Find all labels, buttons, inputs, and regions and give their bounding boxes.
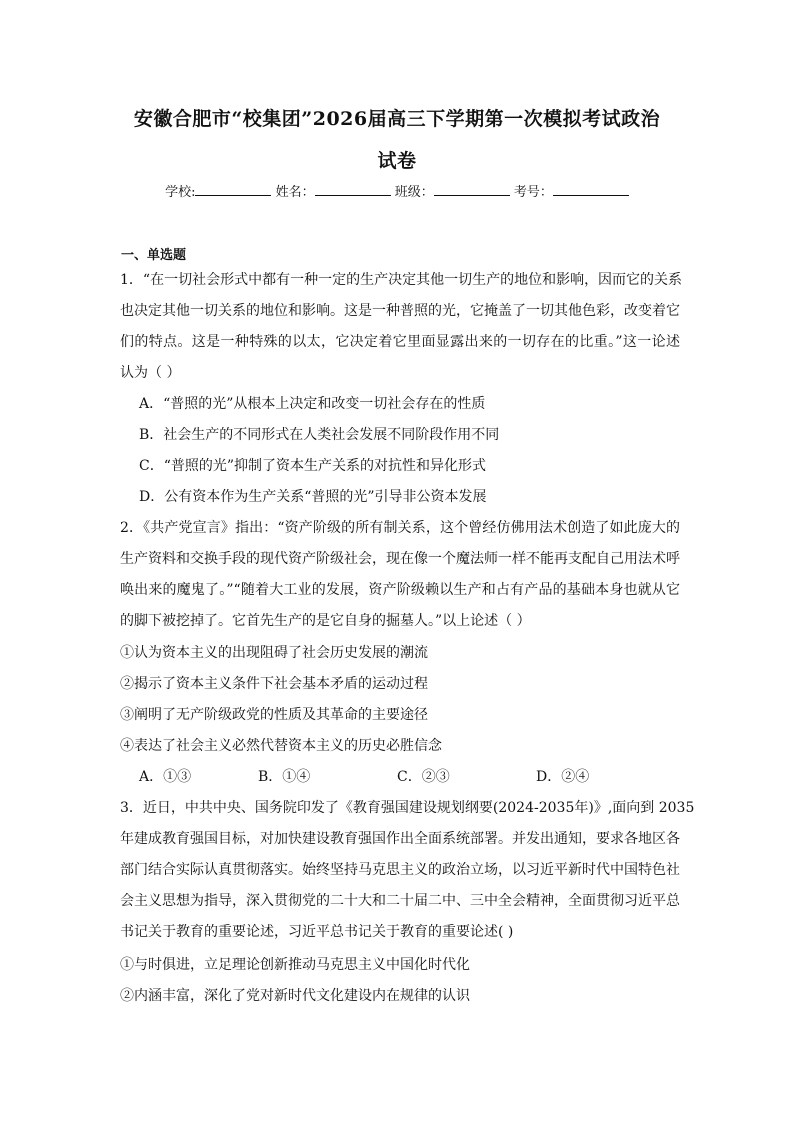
school-label: 学校: xyxy=(165,185,196,200)
question-3-line: 部门结合实际认真贯彻落实。始终坚持马克思主义的政治立场，以习近平新时代中国特色社 xyxy=(120,862,680,878)
question-3-statement: ①与时俱进，立足理论创新推动马克思主义中国化时代化 xyxy=(120,957,470,973)
question-2-statement: ④表达了社会主义必然代替资本主义的历史必胜信念 xyxy=(120,738,442,754)
question-2-line: 唤出来的魔鬼了。”“随着大工业的发展，资产阶级赖以生产和占有产品的基础本身也就从它 xyxy=(120,582,680,598)
question-2-choice-b: B．①④ xyxy=(258,769,311,785)
question-1-line: 1．“在一切社会形式中都有一种一定的生产决定其他一切生产的地位和影响，因而它的关系 xyxy=(120,272,683,288)
number-label: 考号： xyxy=(513,185,553,200)
question-1-line: 们的特点。这是一种特殊的以太，它决定着它里面显露出来的一切存在的比重。”这一论述 xyxy=(120,334,680,350)
class-blank xyxy=(434,183,510,196)
question-3-line: 会主义思想为指导，深入贯彻党的二十大和二十届二中、三中全会精神，全面贯彻习近平总 xyxy=(120,893,680,909)
question-2-statement: ①认为资本主义的出现阻碍了社会历史发展的潮流 xyxy=(120,645,428,661)
school-blank xyxy=(195,183,271,196)
question-3-statement: ②内涵丰富，深化了党对新时代文化建设内在规律的认识 xyxy=(120,988,470,1004)
question-3-line: 年建成教育强国目标，对加快建设教育强国作出全面系统部署。并发出通知，要求各地区各 xyxy=(120,831,680,847)
question-2-line: 的脚下被挖掉了。它首先生产的是它自身的掘墓人。”以上论述（ ） xyxy=(120,613,531,629)
number-blank xyxy=(553,183,629,196)
question-2-line: 2．《共产党宣言》指出：“资产阶级的所有制关系，这个曾经仿佛用法术创造了如此庞大的 xyxy=(120,520,680,536)
class-label: 班级： xyxy=(394,185,434,200)
question-3-line: 书记关于教育的重要论述，习近平总书记关于教育的重要论述( ) xyxy=(120,924,514,940)
exam-title: 安徽合肥市“校集团”2026届高三下学期第一次模拟考试政治 xyxy=(133,108,661,130)
question-2-statement: ②揭示了资本主义条件下社会基本矛盾的运动过程 xyxy=(120,676,428,692)
question-1-option-d: D．公有资本作为生产关系“普照的光”引导非公资本发展 xyxy=(139,489,487,505)
question-1-option-b: B．社会生产的不同形式在人类社会发展不同阶段作用不同 xyxy=(139,427,500,443)
question-2-line: 生产资料和交换手段的现代资产阶级社会，现在像一个魔法师一样不能再支配自己用法术呼 xyxy=(120,551,680,567)
question-1-option-a: A．“普照的光”从根本上决定和改变一切社会存在的性质 xyxy=(139,396,486,412)
name-blank xyxy=(315,183,391,196)
name-label: 姓名： xyxy=(275,185,315,200)
question-1-line: 认为（ ） xyxy=(120,365,181,381)
exam-title-continued: 试卷 xyxy=(377,150,417,172)
question-1-line: 也决定其他一切关系的地位和影响。这是一种普照的光，它掩盖了一切其他色彩，改变着它 xyxy=(120,303,680,319)
question-1-option-c: C．“普照的光”抑制了资本生产关系的对抗性和异化形式 xyxy=(139,458,487,474)
section-heading: 一、单选题 xyxy=(121,248,187,263)
question-2-choice-c: C．②③ xyxy=(397,769,450,785)
question-3-line: 3．近日，中共中央、国务院印发了《教育强国建设规划纲要(2024-2035年)》,面向到 2035 xyxy=(120,800,695,816)
question-2-choice-d: D．②④ xyxy=(536,769,590,785)
question-2-statement: ③阐明了无产阶级政党的性质及其革命的主要途径 xyxy=(120,707,428,723)
student-info-line xyxy=(0,181,794,200)
question-2-choice-a: A．①③ xyxy=(139,769,192,785)
